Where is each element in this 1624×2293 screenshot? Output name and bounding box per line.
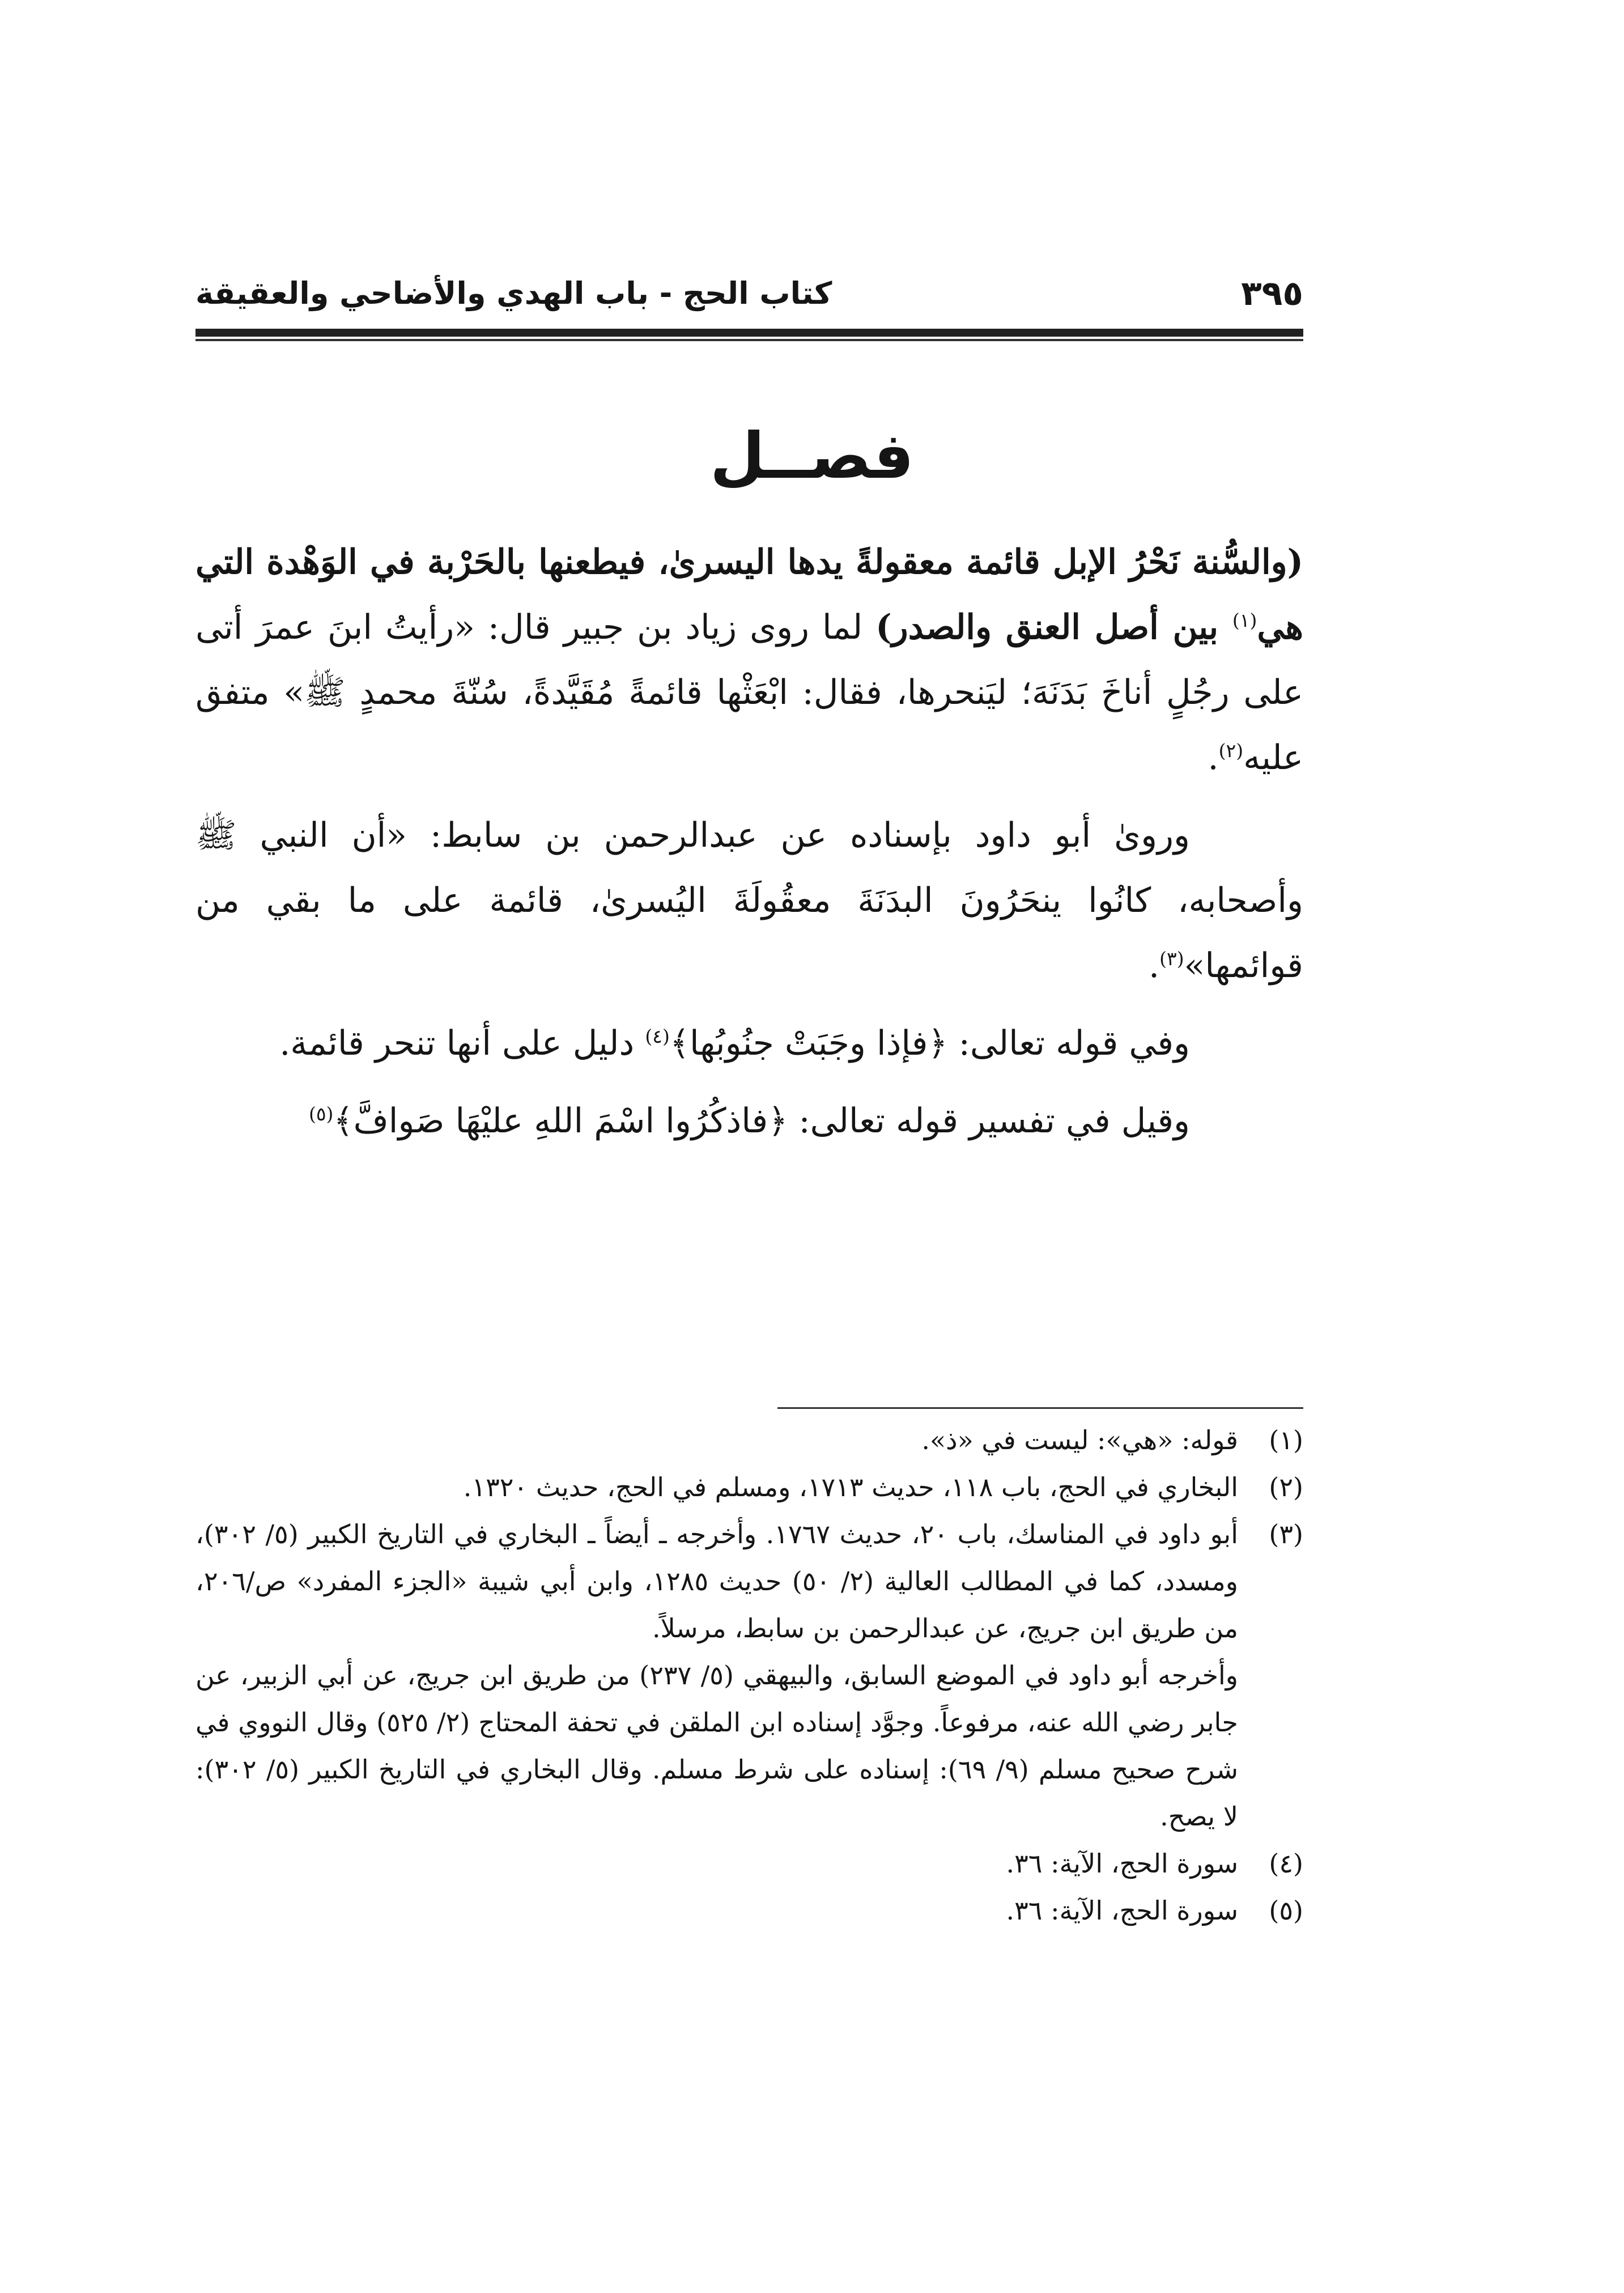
footnote-text: أبو داود في المناسك، باب ٢٠، حديث ١٧٦٧. وأخرجه ـ أيضاً ـ البخاري في التاريخ الكبير (٥/ ٣٠٢)، ومسدد، كما في المطالب العالية (٢/ ٥٠) حديث ١٢٨٥، وابن أبي شيبة «الجزء المفرد» ص/٢٠٦، من طريق ابن جريج، عن عبدالرحمن بن سابط، مرسلاً. <box>195 1519 1238 1644</box>
footnotes <box>195 1417 1303 1934</box>
header-divider <box>195 325 1303 345</box>
footnote-ref-4: (٤) <box>645 1025 670 1047</box>
header-divider-thick <box>195 329 1303 337</box>
paragraph-2-end: . <box>1149 946 1160 986</box>
footnote-number: (٢) <box>1269 1472 1303 1502</box>
footnote-4 <box>195 1840 1303 1887</box>
paragraph-2 <box>195 803 1303 999</box>
footnote-text: وأخرجه أبو داود في الموضع السابق، والبيهقي (٥/ ٢٣٧) من طريق ابن جريج، عن أبي الزبير، عن جابر رضي الله عنه، مرفوعاً. وجوَّد إسناده ابن الملقن في تحفة المحتاج (٢/ ٥٢٥) وقال النووي في شرح صحيح مسلم (٩/ ٦٩): إسناده على شرط مسلم. وقال البخاري في التاريخ الكبير (٥/ ٣٠٢): لا يصح. <box>195 1660 1238 1832</box>
running-header <box>195 271 1303 316</box>
footnote-text: قوله: «هي»: ليست في «ذ». <box>921 1425 1238 1455</box>
footnote-2 <box>195 1464 1303 1511</box>
footnote-ref-2: (٢) <box>1218 740 1244 762</box>
footnote-text: سورة الحج، الآية: ٣٦. <box>1006 1895 1238 1926</box>
paragraph-4-text: وقيل في تفسير قوله تعالى: ﴿فاذكُرُوا اسْمَ اللهِ عليْهَا صَوافَّ﴾ <box>333 1101 1190 1141</box>
footnote-3-continued <box>195 1652 1303 1840</box>
paragraph-1 <box>195 530 1303 791</box>
paragraph-4 <box>195 1089 1303 1154</box>
paragraph-1-end: . <box>1208 738 1219 778</box>
footnote-ref-3: (٣) <box>1159 948 1184 970</box>
footnote-number: (٣) <box>1269 1519 1303 1549</box>
chapter-title: كتاب الحج - باب الهدي والأضاحي والعقيقة <box>195 275 832 311</box>
footnote-5 <box>195 1887 1303 1934</box>
matn-text-end: بين أصل العنق والصدر) <box>875 608 1232 647</box>
footnote-divider <box>777 1407 1303 1409</box>
section-heading: فصــل <box>709 419 915 493</box>
footnote-text: سورة الحج، الآية: ٣٦. <box>1006 1848 1238 1879</box>
footnote-number: (١) <box>1269 1425 1303 1455</box>
footnote-ref-1: (١) <box>1232 609 1257 631</box>
main-text <box>195 530 1303 1166</box>
matn-text: (والسُّنة نَحْرُ الإبل قائمة معقولةً يدها اليسرىٰ، فيطعنها بالحَرْبة في الوَهْدة التي هي <box>195 542 1303 647</box>
header-divider-thin <box>195 339 1303 341</box>
paragraph-3 <box>195 1011 1303 1076</box>
footnote-number: (٥) <box>1269 1895 1303 1926</box>
footnote-1 <box>195 1417 1303 1464</box>
paragraph-3-text: وفي قوله تعالى: ﴿فإذا وجَبَتْ جنُوبُها﴾ <box>669 1024 1190 1063</box>
paragraph-3-end: دليل على أنها تنحر قائمة. <box>279 1024 645 1063</box>
footnote-ref-5: (٥) <box>308 1103 334 1125</box>
page-number: ٣٩٥ <box>1241 274 1303 313</box>
footnote-text: البخاري في الحج، باب ١١٨، حديث ١٧١٣، ومسلم في الحج، حديث ١٣٢٠. <box>463 1472 1238 1502</box>
footnote-number: (٤) <box>1269 1848 1303 1879</box>
paragraph-2-text: وروىٰ أبو داود بإسناده عن عبدالرحمن بن سابط: «أن النبي ﷺ وأصحابه، كانُوا ينحَرُونَ البدَنَةَ معقُولَةَ اليُسرىٰ، قائمة على ما بقي من قوائمها» <box>195 816 1303 986</box>
footnote-3 <box>195 1511 1303 1652</box>
paragraph-1-text: لما روى زياد بن جبير قال: «رأيتُ ابنَ عمرَ أتى على رجُلٍ أناخَ بَدَنَهَ؛ ليَنحرها، فقال: ابْعَثْها قائمةً مُقَيَّدةً، سُنّةَ محمدٍ ﷺ» متفق عليه <box>195 608 1303 778</box>
